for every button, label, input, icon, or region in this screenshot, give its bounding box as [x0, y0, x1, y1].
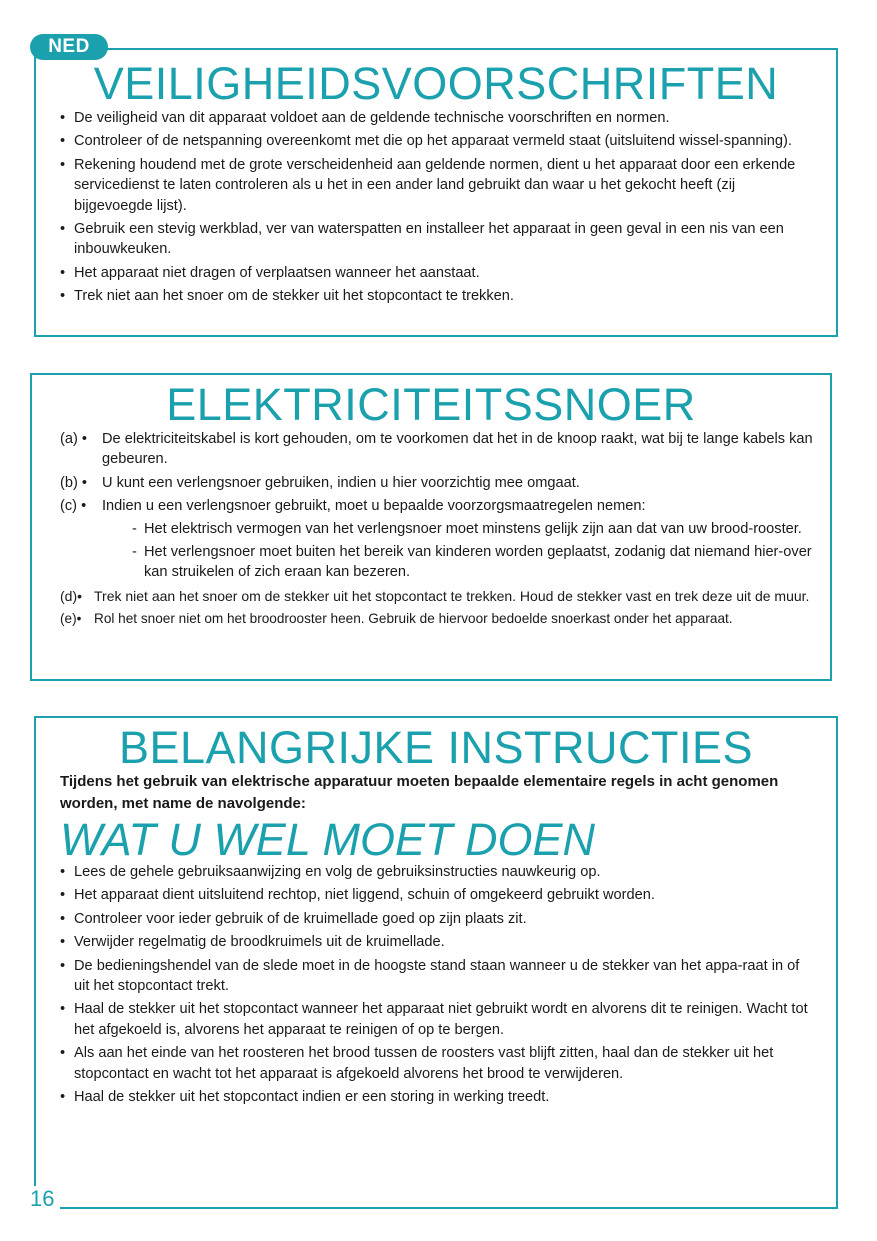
- cord-box: [30, 373, 832, 681]
- list-item: [60, 429, 820, 470]
- do-subtitle: WAT U WEL MOET DOEN: [60, 814, 596, 865]
- cord-list: [60, 429, 820, 633]
- list-item: • Haal de stekker uit het stopcontact wanneer het apparaat niet gebruikt wordt en alvorens dit te reinigen. Wacht tot het afgekoeld is, alvorens het apparaat te reinigen of op te bergen.: [60, 999, 816, 1040]
- item-text: Indien u een verlengsnoer gebruikt, moet u bepaalde voorzorgsmaatregelen nemen:: [102, 498, 646, 515]
- item-text: Rol het snoer niet om het broodrooster heen. Gebruik de hiervoor bedoelde snoerkast onder het apparaat.: [94, 611, 733, 627]
- safety-box: [34, 48, 838, 337]
- list-item: [60, 586, 820, 606]
- cord-title: ELEKTRICITEITSSNOER: [166, 379, 696, 430]
- footer-line: [60, 1207, 838, 1209]
- sub-item: - Het elektrisch vermogen van het verlengsnoer moet minstens gelijk zijn aan dat van uw brood-rooster.: [124, 519, 820, 539]
- list-item: • Lees de gehele gebruiksaanwijzing en volg de gebruiksinstructies nauwkeurig op.: [60, 862, 816, 882]
- list-item: [60, 496, 820, 583]
- list-item: [60, 473, 820, 493]
- instructions-title: BELANGRIJKE INSTRUCTIES: [118, 722, 754, 773]
- item-text: De elektriciteitskabel is kort gehouden, om te voorkomen dat het in de knoop raakt, wat bij te lange kabels kan gebeuren.: [102, 431, 813, 468]
- page-number: 16: [30, 1186, 55, 1211]
- item-text: U kunt een verlengsnoer gebruiken, indien u hier voorzichtig mee omgaat.: [102, 474, 580, 491]
- item-label: (a) •: [60, 431, 87, 447]
- sub-list: [102, 519, 820, 583]
- do-list: [60, 862, 816, 1110]
- list-item: • Gebruik een stevig werkblad, ver van waterspatten en installeer het apparaat in geen geval in een nis van een inbouwkeuken.: [60, 219, 812, 260]
- instructions-right-border: [836, 716, 838, 1209]
- list-item: • Controleer voor ieder gebruik of de kruimellade goed op zijn plaats zit.: [60, 909, 816, 929]
- instructions-intro: Tijdens het gebruik van elektrische apparatuur moeten bepaalde elementaire regels in acht genomen worden, met name de navolgende:: [60, 773, 779, 812]
- instructions-top-border: [34, 716, 838, 718]
- list-item: • Het apparaat niet dragen of verplaatsen wanneer het aanstaat.: [60, 263, 812, 283]
- list-item: [60, 609, 820, 629]
- item-label: (b) •: [60, 474, 87, 491]
- list-item: • De bedieningshendel van de slede moet in de hoogste stand staan wanneer u de stekker van het appa-raat in of uit het stopcontact trekt.: [60, 956, 816, 997]
- item-label: (d)•: [60, 587, 83, 604]
- language-badge: NED: [30, 34, 108, 60]
- instructions-left-border: [34, 716, 36, 1186]
- list-item: • Trek niet aan het snoer om de stekker uit het stopcontact te trekken.: [60, 286, 812, 306]
- item-label: (e)•: [60, 611, 82, 627]
- list-item: • Controleer of de netspanning overeenkomt met die op het apparaat vermeld staat (uitsluitend wissel-spanning).: [60, 131, 812, 151]
- item-label: (c) •: [60, 498, 87, 515]
- list-item: • Als aan het einde van het roosteren het brood tussen de roosters vast blijft zitten, haal dan de stekker uit het stopcontact en wacht tot het apparaat is afgekoeld alvorens het brood te verwijderen.: [60, 1043, 816, 1084]
- safety-title: VEILIGHEIDSVOORSCHRIFTEN: [93, 58, 779, 109]
- list-item: • Het apparaat dient uitsluitend rechtop, niet liggend, schuin of omgekeerd gebruikt worden.: [60, 885, 816, 905]
- sub-item: - Het verlengsnoer moet buiten het bereik van kinderen worden geplaatst, zodanig dat niemand hier-over kan struikelen of zich eraan kan bezeren.: [124, 542, 820, 583]
- list-item: • Haal de stekker uit het stopcontact indien er een storing in werking treedt.: [60, 1087, 816, 1107]
- item-text: Trek niet aan het snoer om de stekker uit het stopcontact te trekken. Houd de stekker vast en trek deze uit de muur.: [94, 587, 810, 604]
- safety-list: [60, 108, 812, 310]
- list-item: • De veiligheid van dit apparaat voldoet aan de geldende technische voorschriften en normen.: [60, 108, 812, 128]
- list-item: • Rekening houdend met de grote verscheidenheid aan geldende normen, dient u het apparaat door een erkende servicedienst te laten controleren als u het in een ander land gebruikt dan waar u het gekocht heeft (zij bijgevoegde lijst).: [60, 155, 812, 216]
- list-item: • Verwijder regelmatig de broodkruimels uit de kruimellade.: [60, 932, 816, 952]
